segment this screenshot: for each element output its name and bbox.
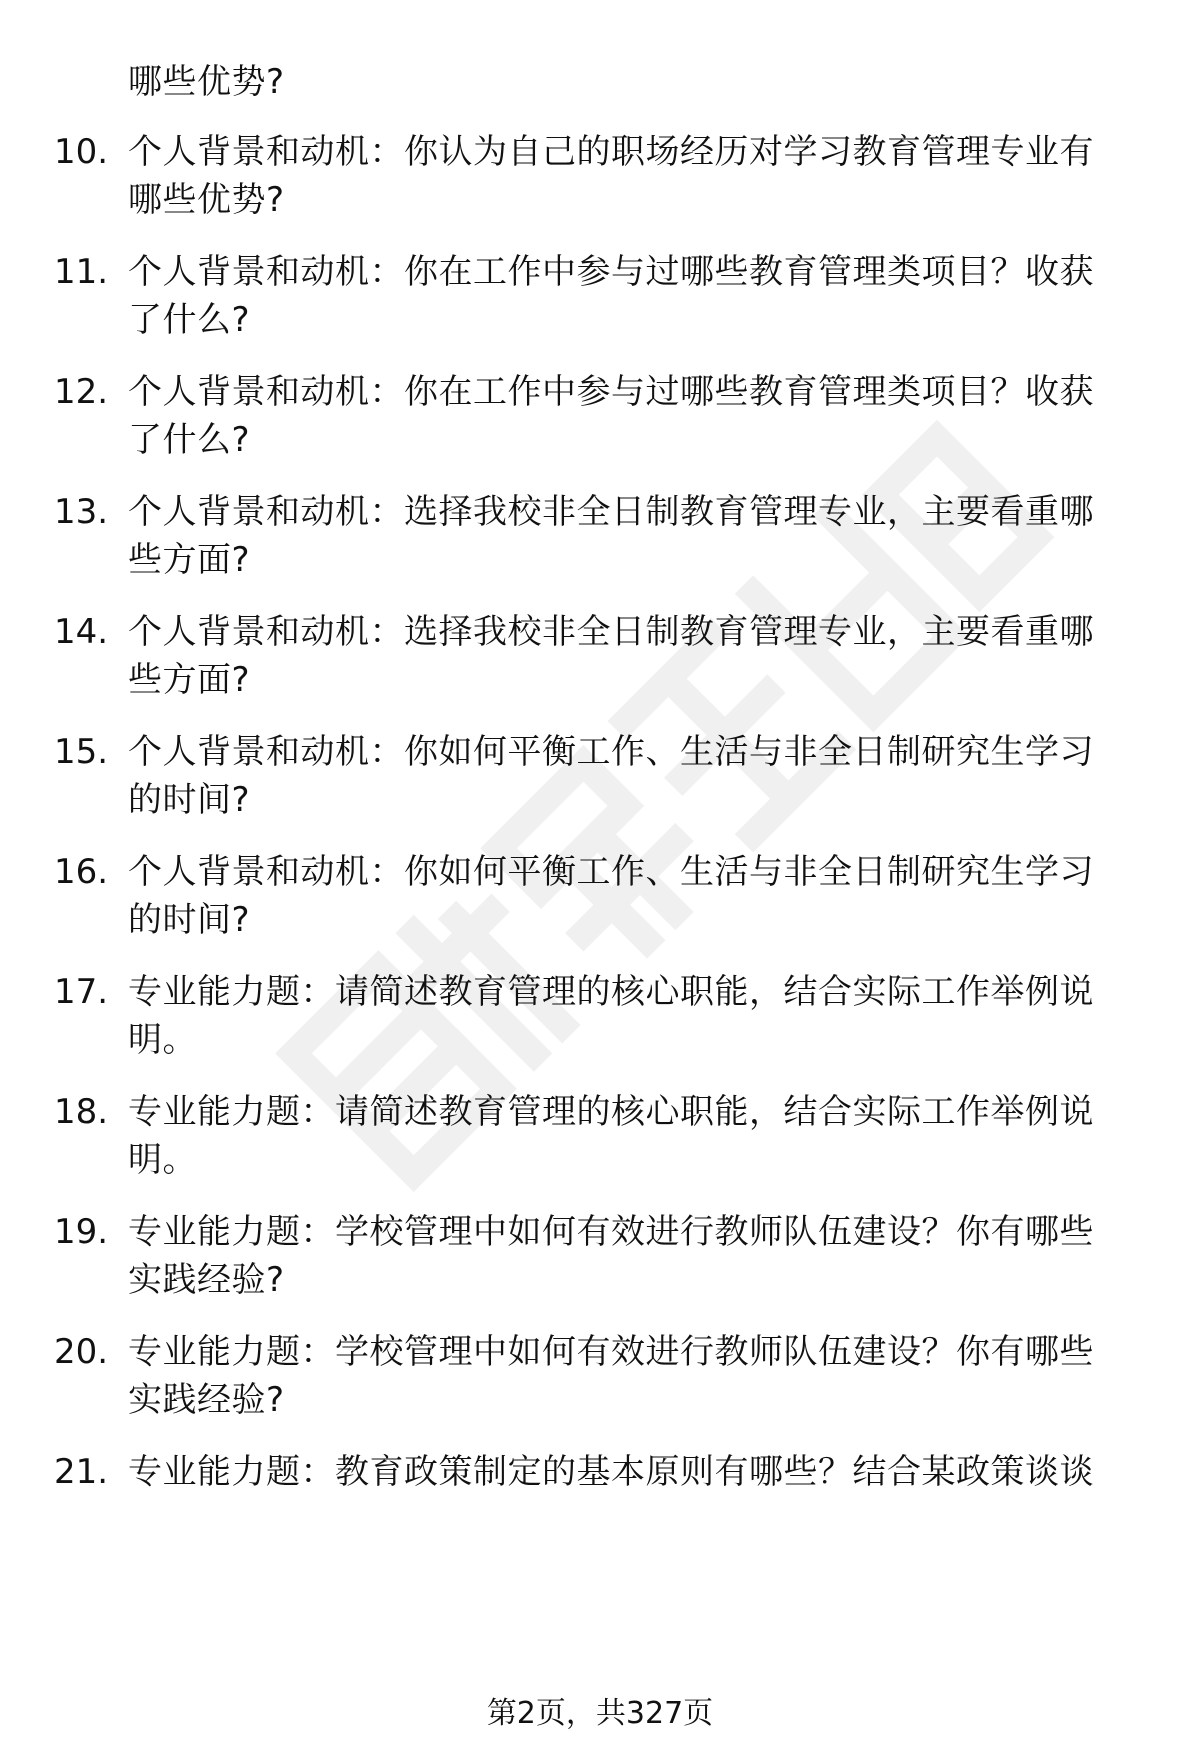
question-line-2: 明。 bbox=[128, 1140, 197, 1180]
question-line-1: 专业能力题：教育政策制定的基本原则有哪些？结合某政策谈谈 bbox=[128, 1452, 1094, 1492]
question-text bbox=[128, 128, 1138, 224]
question-line-2: 了什么? bbox=[128, 420, 251, 460]
question-line-1: 个人背景和动机：你如何平衡工作、生活与非全日制研究生学习 bbox=[128, 852, 1094, 892]
question-text bbox=[128, 1448, 1138, 1496]
question-line-1: 个人背景和动机：你认为自己的职场经历对学习教育管理专业有 bbox=[128, 132, 1094, 172]
question-number: 13. bbox=[54, 492, 109, 532]
question-text bbox=[128, 1088, 1138, 1184]
question-item bbox=[0, 968, 1200, 1068]
question-number: 19. bbox=[54, 1212, 109, 1252]
question-number: 15. bbox=[54, 732, 109, 772]
question-line-1: 专业能力题：学校管理中如何有效进行教师队伍建设？你有哪些 bbox=[128, 1212, 1094, 1252]
question-text bbox=[128, 248, 1138, 344]
question-line-1: 个人背景和动机：选择我校非全日制教育管理专业，主要看重哪 bbox=[128, 492, 1094, 532]
question-number: 17. bbox=[54, 972, 109, 1012]
question-number: 20. bbox=[54, 1332, 109, 1372]
question-line-2: 实践经验? bbox=[128, 1380, 285, 1420]
question-item bbox=[0, 488, 1200, 588]
question-item bbox=[0, 128, 1200, 228]
question-number: 21. bbox=[54, 1452, 109, 1492]
question-item bbox=[0, 1208, 1200, 1308]
question-number: 12. bbox=[54, 372, 109, 412]
question-line-1: 专业能力题：学校管理中如何有效进行教师队伍建设？你有哪些 bbox=[128, 1332, 1094, 1372]
question-item bbox=[0, 848, 1200, 948]
question-number: 10. bbox=[54, 132, 109, 172]
question-line-1: 专业能力题：请简述教育管理的核心职能，结合实际工作举例说 bbox=[128, 1092, 1094, 1132]
question-text bbox=[128, 1208, 1138, 1304]
question-number: 14. bbox=[54, 612, 109, 652]
question-text bbox=[128, 368, 1138, 464]
continuation-line: 哪些优势? bbox=[128, 62, 285, 102]
question-item bbox=[0, 1088, 1200, 1188]
question-line-2: 哪些优势? bbox=[128, 180, 285, 220]
question-line-1: 专业能力题：请简述教育管理的核心职能，结合实际工作举例说 bbox=[128, 972, 1094, 1012]
question-item bbox=[0, 1448, 1200, 1548]
question-text bbox=[128, 728, 1138, 824]
question-text bbox=[128, 488, 1138, 584]
question-line-1: 个人背景和动机：你在工作中参与过哪些教育管理类项目？收获 bbox=[128, 252, 1094, 292]
question-item bbox=[0, 1328, 1200, 1428]
question-line-2: 实践经验? bbox=[128, 1260, 285, 1300]
question-text bbox=[128, 1328, 1138, 1424]
question-line-2: 了什么? bbox=[128, 300, 251, 340]
question-text bbox=[128, 968, 1138, 1064]
question-text bbox=[128, 608, 1138, 704]
question-line-2: 些方面? bbox=[128, 540, 251, 580]
question-line-1: 个人背景和动机：你如何平衡工作、生活与非全日制研究生学习 bbox=[128, 732, 1094, 772]
question-text bbox=[128, 848, 1138, 944]
question-item bbox=[0, 608, 1200, 708]
question-item bbox=[0, 248, 1200, 348]
question-item bbox=[0, 368, 1200, 468]
question-number: 18. bbox=[54, 1092, 109, 1132]
question-number: 11. bbox=[54, 252, 109, 292]
question-line-2: 明。 bbox=[128, 1020, 197, 1060]
question-line-1: 个人背景和动机：选择我校非全日制教育管理专业，主要看重哪 bbox=[128, 612, 1094, 652]
page-footer: 第2页，共327页 bbox=[486, 1696, 714, 1731]
question-line-1: 个人背景和动机：你在工作中参与过哪些教育管理类项目？收获 bbox=[128, 372, 1094, 412]
question-line-2: 的时间? bbox=[128, 780, 251, 820]
question-line-2: 的时间? bbox=[128, 900, 251, 940]
question-number: 16. bbox=[54, 852, 109, 892]
question-line-2: 些方面? bbox=[128, 660, 251, 700]
question-item bbox=[0, 728, 1200, 828]
